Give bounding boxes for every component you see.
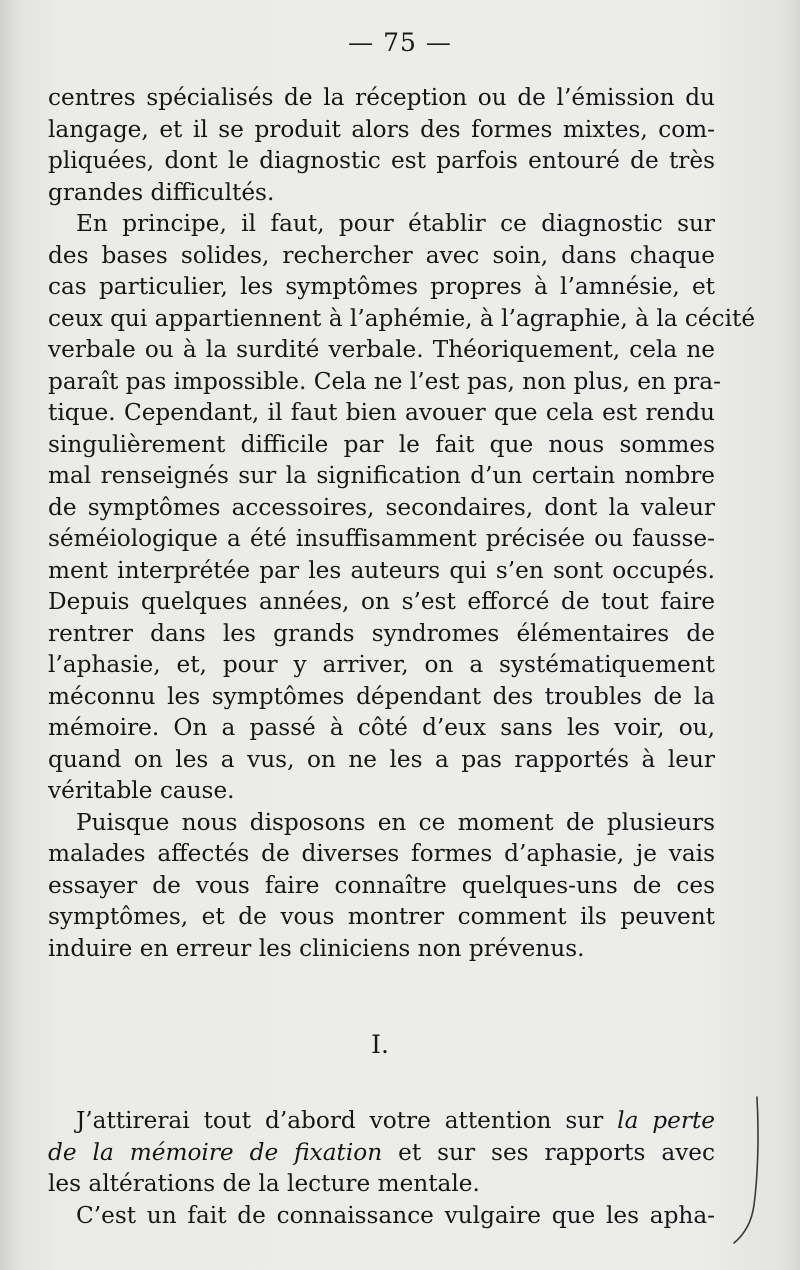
text-line: symptômes, et de vous montrer comment ils peuvent [48, 903, 715, 930]
text-line: langage, et il se produit alors des formes mixtes, com- [48, 115, 715, 143]
italic-phrase: de la mémoire de fixation [48, 1138, 383, 1166]
margin-pencil-mark [730, 1095, 770, 1245]
text-line: En principe, il faut, pour établir ce diagnostic sur [76, 210, 715, 237]
text-line: rentrer dans les grands syndromes élémentaires de [48, 619, 715, 647]
text-line [48, 1137, 715, 1169]
text-line: ceux qui appartiennent à l’aphémie, à l’agraphie, à la cécité [48, 304, 756, 332]
text-line: singulièrement difficile par le fait que nous sommes [48, 430, 715, 458]
text-line: séméiologique a été insuffisamment précisée ou fausse- [48, 525, 715, 552]
text-line: mal renseignés sur la signification d’un certain nombre [48, 462, 715, 489]
paragraph-1 [48, 82, 715, 208]
text-line: l’aphasie, et, pour y arriver, on a systématiquement [48, 651, 715, 678]
body-text-section [48, 1105, 715, 1231]
text-line: de symptômes accessoires, secondaires, dont la valeur [48, 493, 715, 521]
text-line: C’est un fait de connaissance vulgaire que les apha- [76, 1201, 715, 1229]
text-line: méconnu les symptômes dépendant des troubles de la [48, 682, 715, 710]
section-paragraph-2 [48, 1200, 715, 1232]
text-line: tique. Cependant, il faut bien avouer que cela est rendu [48, 399, 715, 426]
text-line: Depuis quelques années, on s’est efforcé de tout faire [48, 588, 715, 615]
text-line: essayer de vous faire connaître quelques-uns de ces [48, 871, 715, 899]
text-line: ment interprétée par les auteurs qui s’en sont occupés. [48, 556, 715, 584]
section-heading: I. [371, 1030, 389, 1059]
text-run: J’attirerai tout d’abord votre attention sur [76, 1107, 618, 1134]
paragraph-3 [48, 807, 715, 965]
text-line: induire en erreur les cliniciens non prévenus. [48, 934, 585, 962]
text-line: cas particulier, les symptômes propres à l’amnésie, et [48, 273, 715, 300]
text-line: mémoire. On a passé à côté d’eux sans les voir, ou, [48, 714, 715, 741]
text-line: verbale ou à la surdité verbale. Théoriquement, cela ne [48, 336, 715, 363]
text-line: des bases solides, rechercher avec soin, dans chaque [48, 241, 715, 269]
text-line: paraît pas impossible. Cela ne l’est pas, non plus, en pra- [48, 367, 721, 395]
text-run: et sur ses rapports avec [382, 1138, 715, 1166]
text-line: quand on les a vus, on ne les a pas rapportés à leur [48, 745, 715, 773]
text-line: malades affectés de diverses formes d’aphasie, je vais [48, 840, 715, 867]
text-line: pliquées, dont le diagnostic est parfois entouré de très [48, 147, 715, 174]
text-line: les altérations de la lecture mentale. [48, 1170, 480, 1197]
text-line: véritable cause. [48, 777, 235, 804]
text-line: grandes difficultés. [48, 178, 275, 206]
page-number: — 75 — [348, 28, 452, 57]
text-line: Puisque nous disposons en ce moment de plusieurs [76, 808, 715, 836]
italic-phrase: la perte [617, 1107, 715, 1134]
body-text-upper [48, 82, 756, 964]
text-line: centres spécialisés de la réception ou de l’émission du [48, 84, 715, 111]
text-line [48, 1105, 715, 1137]
section-paragraph-1 [48, 1105, 715, 1200]
paragraph-2 [48, 208, 756, 807]
